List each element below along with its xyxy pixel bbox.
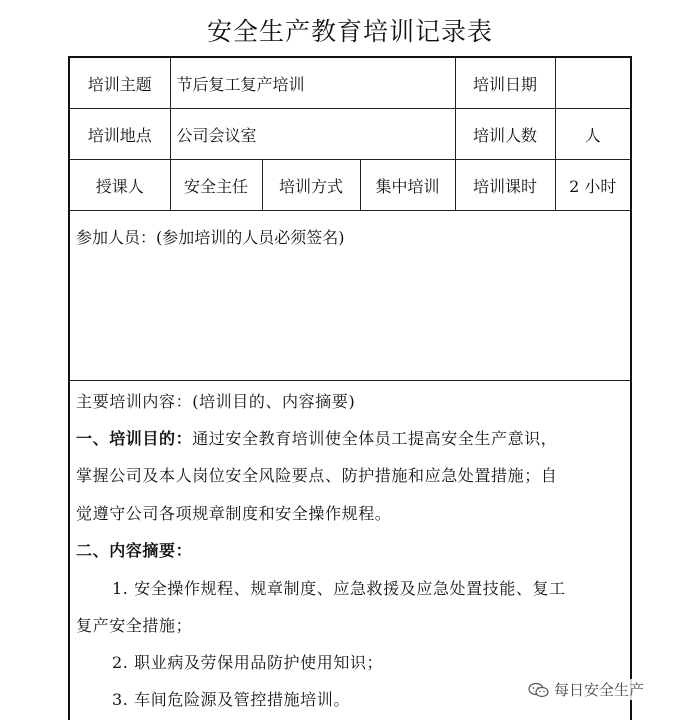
document-title: 安全生产教育培训记录表 (206, 17, 493, 46)
location-label: 培训地点 (70, 109, 170, 160)
summary-item-1-cont: 复产安全措施； (76, 616, 193, 635)
purpose-line-2: 掌握公司及本人岗位安全风险要点、防护措施和应急处置措施；自 (76, 466, 558, 485)
content-heading: 主要培训内容：(培训目的、内容摘要) (76, 392, 356, 411)
headcount-label: 培训人数 (455, 109, 555, 160)
location-value: 公司会议室 (170, 109, 455, 160)
instructor-label: 授课人 (70, 160, 170, 211)
info-table (70, 58, 630, 211)
method-label: 培训方式 (262, 160, 360, 211)
purpose-line (76, 426, 557, 449)
date-label: 培训日期 (455, 58, 555, 109)
topic-value: 节后复工复产培训 (170, 58, 455, 109)
table-row (70, 160, 630, 211)
summary-label: 二、内容摘要： (76, 541, 193, 560)
watermark-text: 每日安全生产 (554, 681, 645, 699)
purpose-label: 一、培训目的： (76, 429, 193, 448)
wechat-icon (528, 682, 550, 698)
instructor-value: 安全主任 (170, 160, 262, 211)
purpose-text: 通过安全教育培训使全体员工提高安全生产意识， (192, 429, 558, 448)
summary-item-3: 3. 车间危险源及管控措施培训。 (112, 690, 350, 709)
table-row (70, 58, 630, 109)
summary-item-1: 1. 安全操作规程、规章制度、应急救援及应急处置技能、复工 (112, 579, 566, 598)
attendees-section (70, 217, 630, 381)
date-value (555, 58, 630, 109)
purpose-line-3: 觉遵守公司各项规章制度和安全操作规程。 (76, 504, 392, 523)
topic-label: 培训主题 (70, 58, 170, 109)
hours-label: 培训课时 (455, 160, 555, 211)
record-form (68, 56, 632, 720)
method-value: 集中培训 (360, 160, 455, 211)
headcount-value: 人 (555, 109, 630, 160)
summary-item-2: 2. 职业病及劳保用品防护使用知识； (112, 653, 384, 672)
hours-value: 2 小时 (555, 160, 630, 211)
attendees-label: 参加人员：(参加培训的人员必须签名) (76, 228, 345, 247)
watermark (528, 679, 644, 700)
table-row (70, 109, 630, 160)
